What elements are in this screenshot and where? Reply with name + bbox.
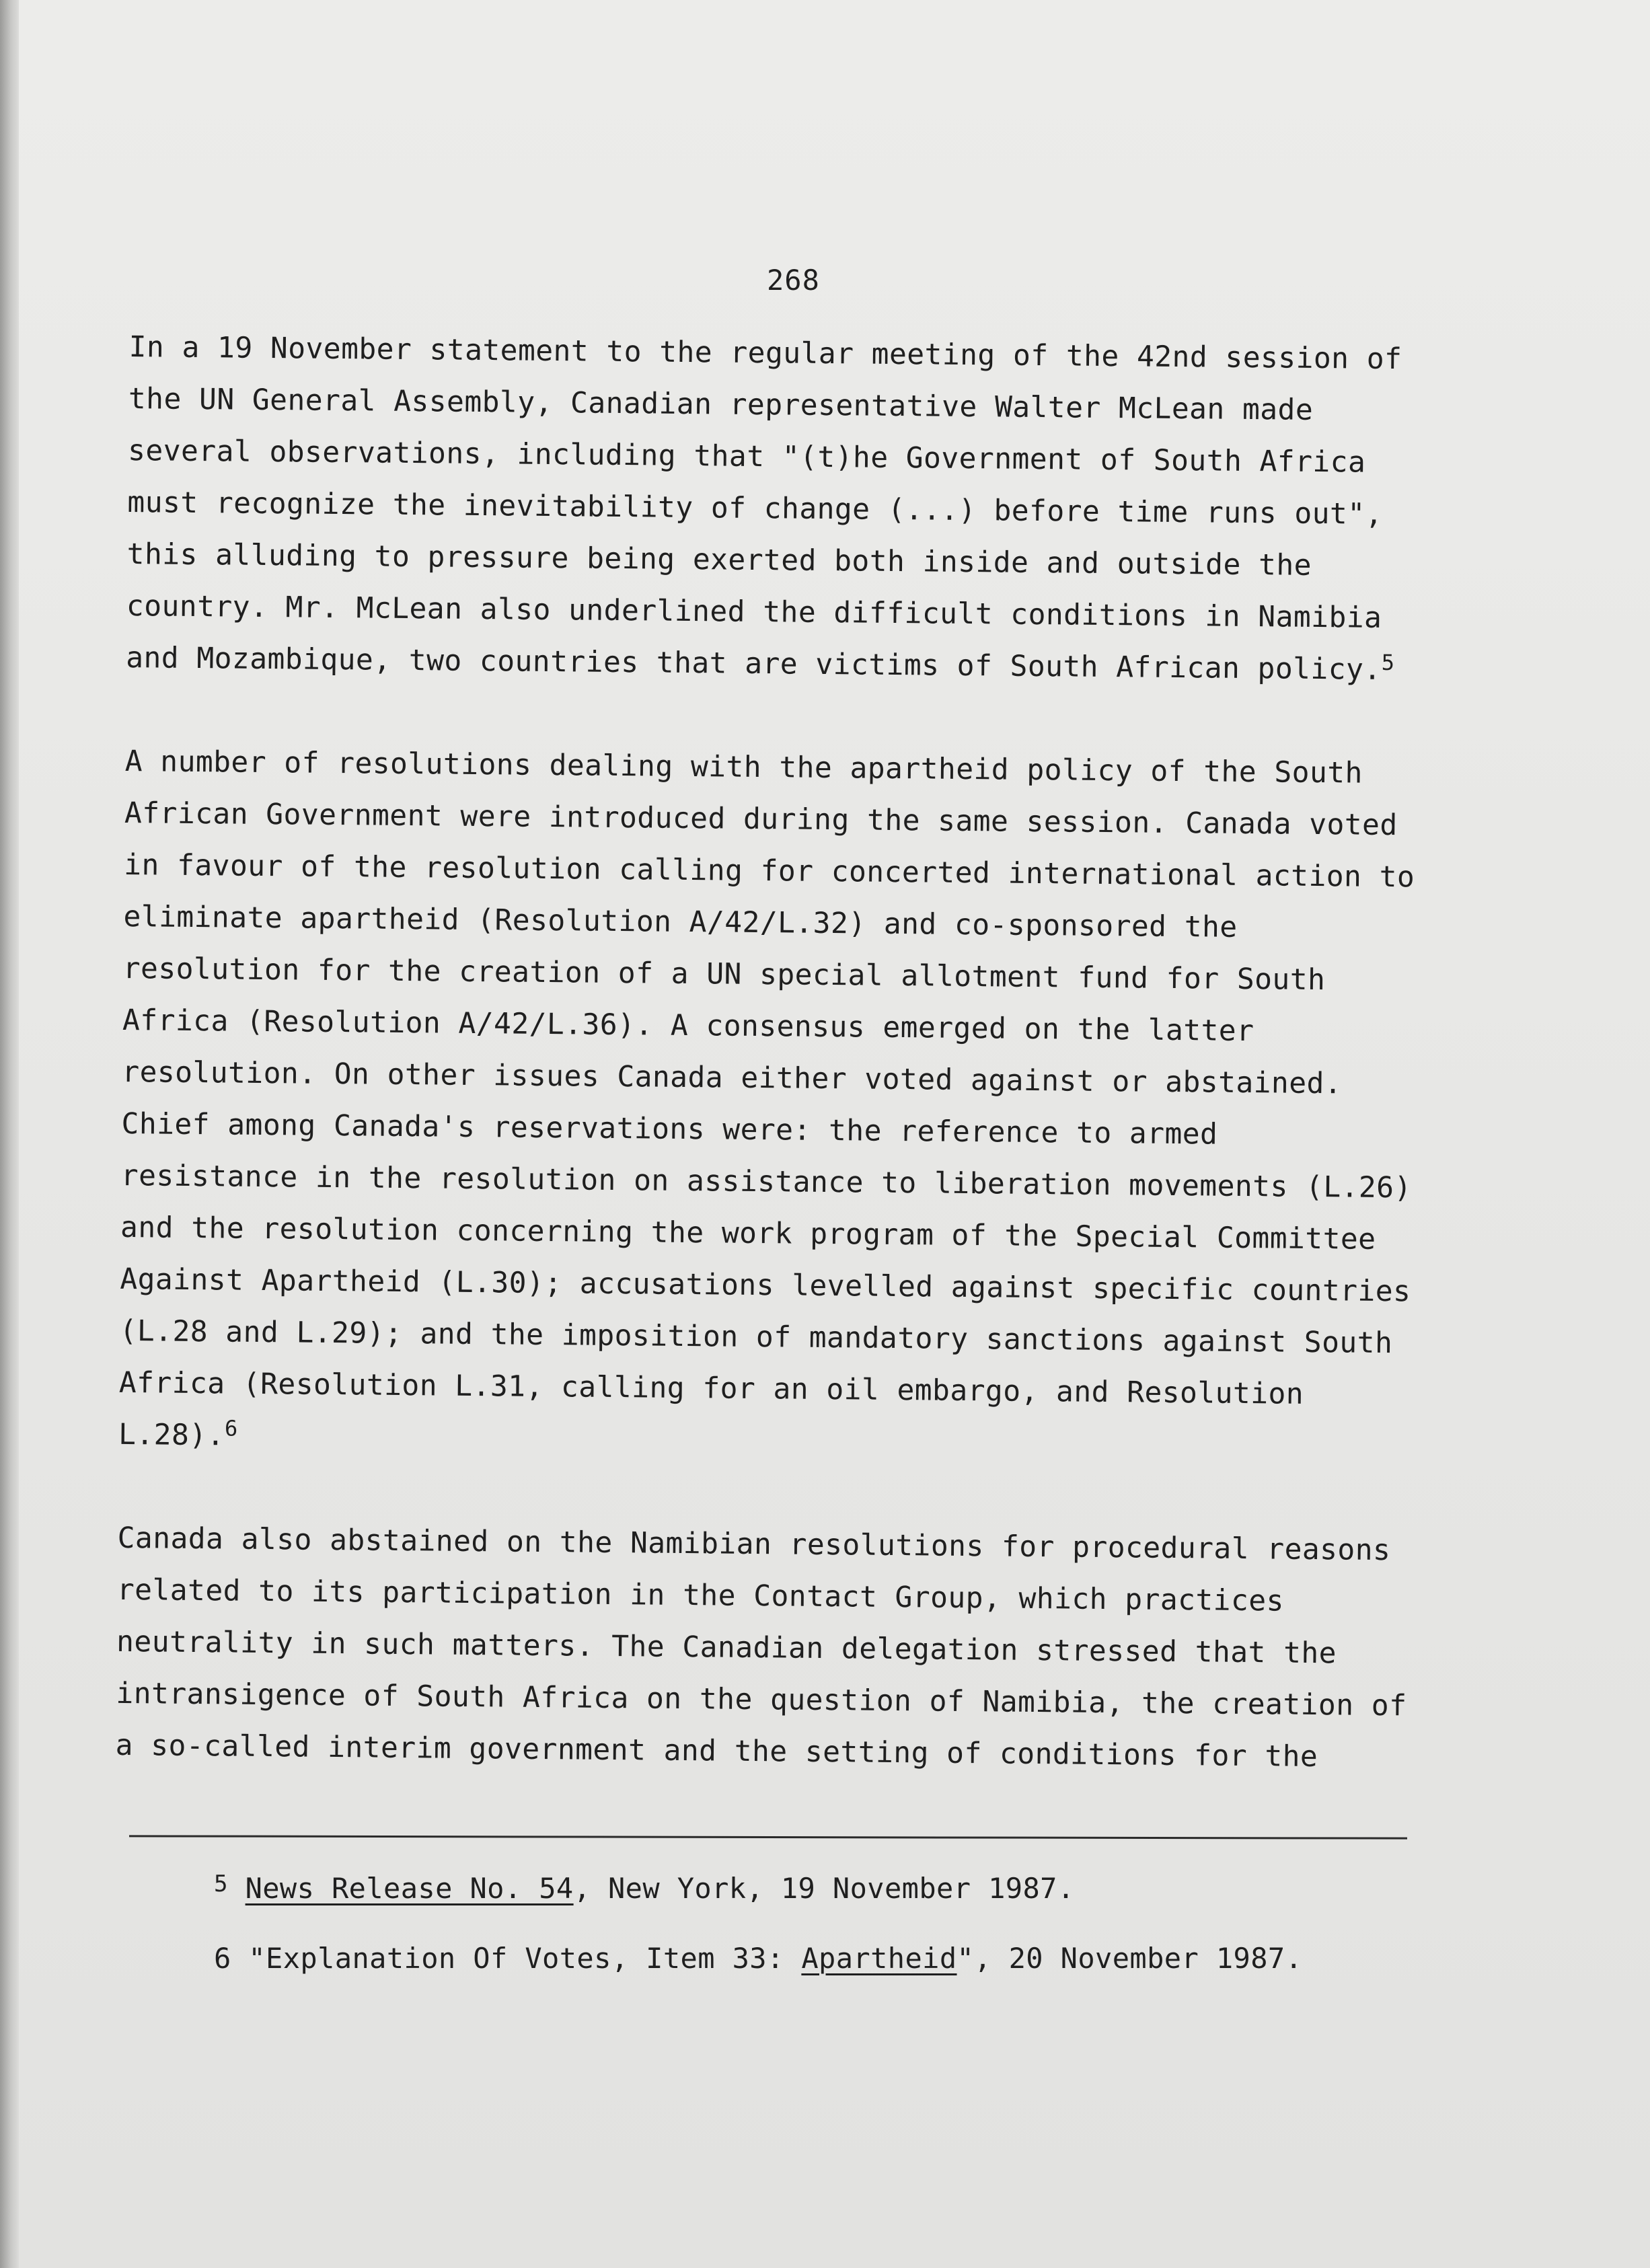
footnote-title: News Release No. 54 <box>245 1872 574 1905</box>
footnote-5 <box>214 1863 1425 1910</box>
footnote-prefix: "Explanation Of Votes, Item 33: <box>248 1942 802 1975</box>
footnote-text: ", 20 November 1987. <box>957 1942 1303 1975</box>
page-number: 268 <box>767 264 820 297</box>
binding-gutter <box>0 0 19 2268</box>
paragraph-2 <box>118 736 1437 1474</box>
body-text <box>115 322 1441 1784</box>
footnotes <box>214 1863 1425 1979</box>
footnote-title: Apartheid <box>801 1942 957 1975</box>
footnote-text: , New York, 19 November 1987. <box>573 1872 1075 1905</box>
paragraph-2-text: A number of resolutions dealing with the apartheid policy of the South African Government were introduced during the same session. Canada voted in favour of the resolution calling for concerted international action to eliminate apartheid (Resolution A/42/L.32) and co-sponsored the resolution for the creation of a UN special allotment fund for South Africa (Resolution A/42/L.36). A consensus emerged on the latter resolution. On other issues Canada either voted against or abstained. Chief among Canada's reservations were: the reference to armed resistance in the resolution on assistance to liberation movements (L.26) and the resolution concerning the work program of the Special Committee Against Apartheid (L.30); accusations levelled against specific countries (L.28 and L.29); and the imposition of mandatory sanctions against South Africa (Resolution L.31, calling for an oil embargo, and Resolution L.28). <box>118 744 1415 1453</box>
footnote-ref-6: 6 <box>224 1415 238 1441</box>
paragraph-1 <box>126 322 1441 697</box>
footnote-number: 5 <box>214 1870 228 1897</box>
footnote-ref-5: 5 <box>1381 649 1395 676</box>
paragraph-3 <box>115 1513 1429 1784</box>
footnote-number: 6 <box>214 1942 231 1975</box>
paragraph-1-text: In a 19 November statement to the regular meeting of the 42nd session of the UN General Assembly, Canadian representative Walter McLean made several observations, including that "(t)he Government of South Africa must recognize the inevitability of change (...) before time runs out", this alluding to pressure being exerted both inside and outside the country. Mr. McLean also underlined the difficult conditions in Namibia and Mozambique, two countries that are victims of South African policy. <box>125 330 1402 687</box>
footnote-6 <box>214 1938 1425 1979</box>
paragraph-3-text: Canada also abstained on the Namibian resolutions for procedural reasons related to its participation in the Contact Group, which practices neutrality in such matters. The Canadian delegation stressed that the intransigence of South Africa on the question of Namibia, the creation of a so-called interim government and the setting of conditions for the <box>115 1521 1407 1774</box>
